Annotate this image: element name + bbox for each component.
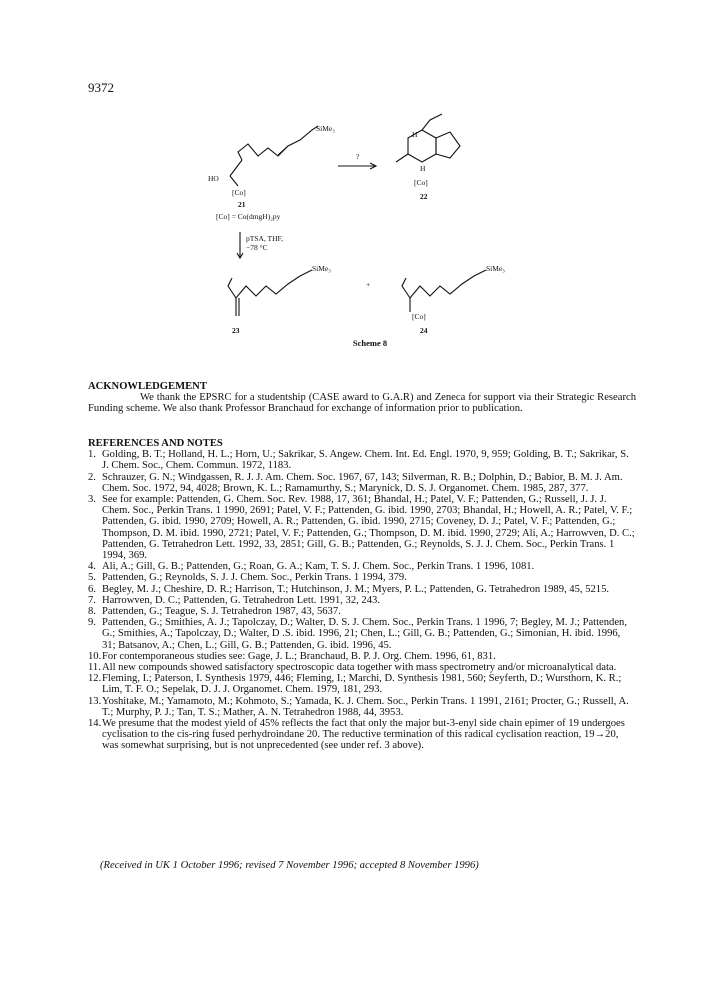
h-label-top: H	[412, 130, 418, 139]
co-label-22: [Co]	[414, 178, 428, 187]
reference-item: 5. Pattenden, G.; Reynolds, S. J. J. Chem. Soc., Perkin Trans. 1 1994, 379.	[88, 572, 407, 584]
acknowledgement-text: We thank the EPSRC for a studentship (CASE award to G.A.R) and Zeneca for support via their Strategic Research Funding scheme. We also thank Professor Branchaud for exchange of information prior to publication.	[88, 392, 636, 415]
received-dates: (Received in UK 1 October 1996; revised 7 November 1996; accepted 8 November 1996)	[100, 860, 479, 871]
reference-item: 2. Schrauzer, G. N.; Windgassen, R. J. J. Am. Chem. Soc. 1967, 67, 143; Silverman, R. B.; Dolphin, D.; Babior, B. M. J. Am. Chem. Soc. 1972, 94, 4028; Brown, K. L.; Ramamurthy, S.; Marynick, D. S. J. Organomet. Chem. 1985, 287, 377.	[88, 471, 623, 494]
scheme-8	[180, 108, 560, 368]
sime3-label-24: SiMe₃	[486, 264, 505, 273]
reference-item: 6. Begley, M. J.; Cheshire, D. R.; Harrison, T.; Hutchinson, J. M.; Myers, P. L.; Pattenden, G. Tetrahedron 1989, 45, 5215.	[88, 583, 610, 595]
reference-item: 4. Ali, A.; Gill, G. B.; Pattenden, G.; Roan, G. A.; Kam, T. S. J. Chem. Soc., Perkin Trans. 1 1996, 1081.	[88, 561, 535, 573]
sime3-label-21: SiMe₃	[316, 124, 335, 133]
compound-23-number: 23	[232, 326, 240, 335]
compound-24-chain	[402, 270, 486, 298]
reference-item: 11. All new compounds showed satisfactory spectroscopic data together with mass spectrometry and/or microanalytical data.	[88, 662, 617, 674]
page-number: 9372	[88, 80, 114, 95]
reference-item: 12. Fleming, I.; Paterson, I. Synthesis 1979, 446; Fleming, I.; Marchi, D. Synthesis 1981, 560; Seyferth, D.; Wursthorn, K. R.; Lim, T. F. O.; Sepelak, D. J. J. Organomet. Chem. 1979, 181, 293.	[88, 673, 622, 696]
reference-item: 14. We presume that the modest yield of 45% reflects the fact that only the major but-3-enyl side chain epimer of 19 undergoes cyclisation to the cis-ring fused perhydroindane 20. The reductive termination of this radical cyclisation reaction, 19→20, was somewhat surprising, but is not unprecedented (see under ref. 3 above).	[88, 718, 625, 752]
plus-sign: +	[366, 280, 371, 289]
ho-label: HO	[208, 174, 219, 183]
reference-item: 9. Pattenden, G.; Smithies, A. J.; Tapolczay, D.; Walter, D. S. J. Chem. Soc., Perkin Trans. 1 1996, 7; Begley, M. J.; Pattenden, G.; Smithies, A.; Tapolczay, D.; Walter, D .S. ibid. 1996, 21; Chen, L.; Gill, G. B.; Pattenden, G.; Simonian, H. ibid. 1996, 31; Batsanov, A.; Chen, L.; Gill, G. B.; Pattenden, G. ibid. 1996, 45.	[88, 617, 627, 651]
scheme-caption: Scheme 8	[352, 338, 388, 348]
acknowledgement-heading: ACKNOWLEDGEMENT	[88, 381, 207, 392]
references-section	[88, 438, 636, 752]
reference-item: 1. Golding, B. T.; Holland, H. L.; Horn, U.; Sakrikar, S. Angew. Chem. Int. Ed. Engl. 1970, 9, 959; Golding, B. T.; Sakrikar, S. J. Chem. Soc., Chem. Commun. 1972, 1183.	[88, 449, 629, 472]
scheme-structures	[180, 108, 560, 348]
co-label-21: [Co]	[232, 188, 246, 197]
references-list	[88, 449, 636, 751]
h-label-bottom: H	[420, 164, 426, 173]
compound-21-number: 21	[238, 200, 246, 209]
compound-22-number: 22	[420, 192, 428, 201]
reference-item: 8. Pattenden, G.; Teague, S. J. Tetrahedron 1987, 43, 5637.	[88, 606, 341, 618]
conditions-line-2: −78 °C	[246, 243, 268, 252]
co-definition: [Co] = Co(dmgH)₂py	[216, 212, 281, 221]
compound-23-chain	[228, 270, 312, 298]
reference-item: 10. For contemporaneous studies see: Gage, J. L.; Branchaud, B. P. J. Org. Chem. 1996, 61, 831.	[88, 650, 496, 662]
question-mark: ?	[356, 152, 360, 161]
co-label-24: [Co]	[412, 312, 426, 321]
references-heading: REFERENCES AND NOTES	[88, 438, 223, 449]
reference-item: 13. Yoshitake, M.; Yamamoto, M.; Kohmoto, S.; Yamada, K. J. Chem. Soc., Perkin Trans. 1 1991, 2161; Procter, G.; Russell, A. T.; Murphy, P. J.; Tan, T. S.; Mather, A. N. Tetrahedron 1988, 44, 3953.	[88, 695, 629, 718]
conditions-line-1: pTSA, THF,	[246, 234, 283, 243]
reference-item: 3. See for example: Pattenden, G. Chem. Soc. Rev. 1988, 17, 361; Bhandal, H.; Patel, V. F.; Pattenden, G.; Russell, J. J. J. Chem. Soc., Perkin Trans. 1 1990, 2691; Patel, V. F.; Pattenden, G. ibid. 1990, 2703; Bhandal, H.; Howell, A. R.; Patel, V. F.; Pattenden, G. ibid. 1990, 2709; Howell, A. R.; Pattenden, G. ibid. 1990, 2715; Coveney, D. J.; Patel, V. F.; Pattenden, G.; Thompson, D. M. ibid. 1990, 2721; Patel, V. F.; Pattenden, G.; Thompson, D. M. ibid. 1990, 2729; Ali, A.; Harrowven, D. C.; Pattenden, G. Tetrahedron Lett. 1992, 33, 2851; Gill, G. B.; Pattenden, G.; Reynolds, S. J. J. Chem. Soc., Perkin Trans. 1 1994, 369.	[88, 494, 635, 562]
compound-24-number: 24	[420, 326, 428, 335]
acknowledgement-section	[88, 381, 636, 415]
reference-item: 7. Harrowven, D. C.; Pattenden, G. Tetrahedron Lett. 1991, 32, 243.	[88, 594, 380, 606]
sime3-label-23: SiMe₃	[312, 264, 331, 273]
